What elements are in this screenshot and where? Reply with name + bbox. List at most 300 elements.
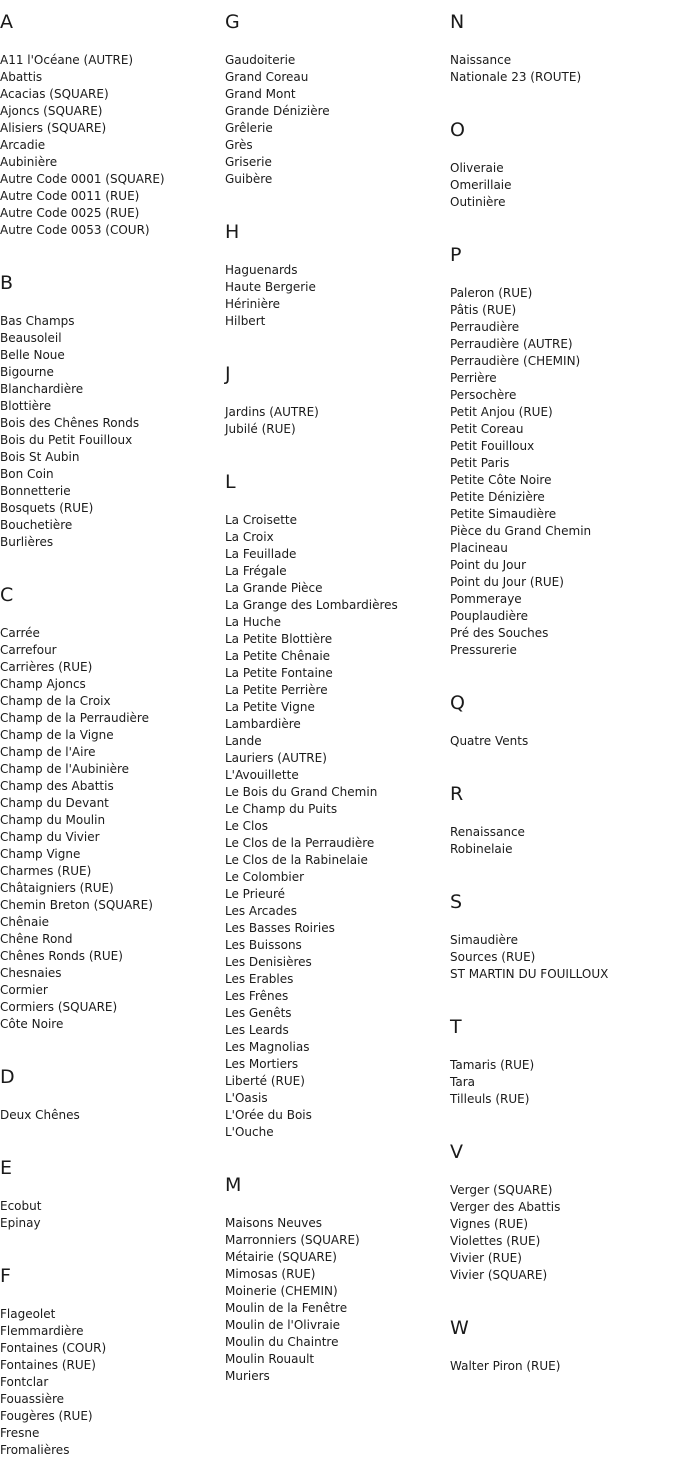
letter-heading: P (450, 244, 462, 266)
street-list-item (450, 608, 675, 625)
street-link[interactable]: Grand Coreau (225, 70, 309, 84)
street-list-item (0, 381, 225, 398)
street-list-item (225, 563, 450, 580)
street-list-item (450, 540, 675, 557)
street-list-item (225, 1073, 450, 1090)
street-list-item (450, 966, 675, 983)
street-link[interactable]: Fromalières (0, 1443, 70, 1457)
street-link[interactable]: Chesnaies (0, 966, 62, 980)
street-list (0, 1306, 225, 1459)
street-link[interactable]: Champ Ajoncs (0, 677, 86, 691)
group-spacer (450, 211, 675, 233)
street-link[interactable]: Vivier (SQUARE) (450, 1268, 548, 1282)
street-link[interactable]: Walter Piron (RUE) (450, 1359, 561, 1373)
letter-group-f (0, 1265, 225, 1459)
street-link[interactable]: Guibère (225, 172, 273, 186)
street-list-item (225, 171, 450, 188)
street-link[interactable]: Acacias (SQUARE) (0, 87, 109, 101)
street-link[interactable]: Pâtis (RUE) (450, 303, 517, 317)
street-link[interactable]: Grès (225, 138, 253, 152)
street-link[interactable]: Fougères (RUE) (0, 1409, 93, 1423)
street-link[interactable]: Petit Paris (450, 456, 510, 470)
street-link[interactable]: Moulin de la Fenêtre (225, 1301, 348, 1315)
street-link[interactable]: ST MARTIN DU FOUILLOUX (450, 967, 609, 981)
street-list-item (450, 177, 675, 194)
street-link[interactable]: Cormiers (SQUARE) (0, 1000, 118, 1014)
street-link[interactable]: Simaudière (450, 933, 518, 947)
street-link[interactable]: Champ de l'Aire (0, 745, 96, 759)
street-link[interactable]: Fouassière (0, 1392, 65, 1406)
street-list-item (0, 415, 225, 432)
letter-heading: H (225, 221, 240, 243)
street-link[interactable]: Blottière (0, 399, 52, 413)
street-link[interactable]: La Petite Chênaie (225, 649, 331, 663)
street-link[interactable]: Epinay (0, 1216, 41, 1230)
letter-group-b (0, 272, 225, 573)
street-list-item (225, 988, 450, 1005)
street-list-item (225, 1022, 450, 1039)
street-link[interactable]: Moulin de l'Olivraie (225, 1318, 341, 1332)
street-list-item (225, 1249, 450, 1266)
street-list-item (225, 1351, 450, 1368)
street-list-item (225, 1215, 450, 1232)
street-link[interactable]: Tamaris (RUE) (450, 1058, 535, 1072)
street-link[interactable]: L'Ouche (225, 1125, 274, 1139)
street-list-item (225, 86, 450, 103)
street-link[interactable]: Fresne (0, 1426, 40, 1440)
street-link[interactable]: Pressurerie (450, 643, 517, 657)
street-list-item (0, 69, 225, 86)
group-spacer (450, 1284, 675, 1306)
street-list-item (225, 665, 450, 682)
street-link[interactable]: Chênaie (0, 915, 50, 929)
street-link[interactable]: L'Avouillette (225, 768, 299, 782)
street-link[interactable]: Placineau (450, 541, 508, 555)
street-list-item (450, 455, 675, 472)
street-link[interactable]: Haute Bergerie (225, 280, 316, 294)
street-link[interactable]: Tara (450, 1075, 475, 1089)
street-link[interactable]: Autre Code 0025 (RUE) (0, 206, 140, 220)
letter-heading: B (0, 272, 14, 294)
street-list-item (0, 1306, 225, 1323)
street-link[interactable]: La Croix (225, 530, 274, 544)
group-spacer (225, 188, 450, 210)
street-link[interactable]: Les Leards (225, 1023, 289, 1037)
street-list-item (0, 347, 225, 364)
street-link[interactable]: Blanchardière (0, 382, 84, 396)
street-link[interactable]: Quatre Vents (450, 734, 529, 748)
letter-heading: O (450, 119, 465, 141)
street-link[interactable]: L'Orée du Bois (225, 1108, 312, 1122)
street-link[interactable]: Les Basses Roiries (225, 921, 335, 935)
street-list-item (450, 642, 675, 659)
letter-group-c (0, 584, 225, 1055)
street-link[interactable]: Petite Côte Noire (450, 473, 552, 487)
street-list-item (450, 841, 675, 858)
street-list-item (0, 188, 225, 205)
group-spacer (0, 239, 225, 261)
street-list-item (450, 285, 675, 302)
street-list-item (225, 1124, 450, 1141)
street-list-item (0, 1107, 225, 1124)
street-list-item (0, 914, 225, 931)
street-link[interactable]: Flageolet (0, 1307, 56, 1321)
street-link[interactable]: Pièce du Grand Chemin (450, 524, 592, 538)
street-link[interactable]: Les Denisières (225, 955, 312, 969)
street-link[interactable]: Vivier (RUE) (450, 1251, 522, 1265)
group-spacer (450, 659, 675, 681)
street-link[interactable]: Les Buissons (225, 938, 302, 952)
street-link[interactable]: Chênes Ronds (RUE) (0, 949, 123, 963)
street-link[interactable]: Pré des Souches (450, 626, 549, 640)
street-link[interactable]: Bois du Petit Fouilloux (0, 433, 133, 447)
street-link[interactable]: Le Prieuré (225, 887, 286, 901)
letter-heading: N (450, 11, 465, 33)
street-list-item (0, 880, 225, 897)
street-link[interactable]: Alisiers (SQUARE) (0, 121, 107, 135)
street-link[interactable]: Champ Vigne (0, 847, 81, 861)
letter-group-l (225, 471, 450, 1163)
street-list-item (450, 489, 675, 506)
street-list-item (0, 205, 225, 222)
street-link[interactable]: Champ du Devant (0, 796, 109, 810)
street-link[interactable]: Bonnetterie (0, 484, 71, 498)
street-list-item (450, 421, 675, 438)
street-link[interactable]: Petite Dénizière (450, 490, 545, 504)
street-link[interactable]: Bois des Chênes Ronds (0, 416, 140, 430)
street-link[interactable]: Champ de l'Aubinière (0, 762, 130, 776)
street-link[interactable]: Violettes (RUE) (450, 1234, 541, 1248)
street-link[interactable]: Robinelaie (450, 842, 513, 856)
street-list-item (0, 534, 225, 551)
street-index-column (450, 0, 675, 1375)
street-list-item (0, 863, 225, 880)
street-list-item (450, 824, 675, 841)
street-list-item (0, 364, 225, 381)
street-list (225, 262, 450, 330)
street-link[interactable]: La Petite Blottière (225, 632, 333, 646)
street-list-item (450, 194, 675, 211)
street-link[interactable]: Autre Code 0011 (RUE) (0, 189, 140, 203)
street-link[interactable]: La Petite Vigne (225, 700, 315, 714)
street-link[interactable]: Griserie (225, 155, 272, 169)
street-link[interactable]: Ajoncs (SQUARE) (0, 104, 103, 118)
street-link[interactable]: Le Clos de la Perraudière (225, 836, 375, 850)
street-link[interactable]: Bouchetière (0, 518, 73, 532)
street-link[interactable]: Bigourne (0, 365, 54, 379)
street-list-item (0, 829, 225, 846)
street-link[interactable]: Marronniers (SQUARE) (225, 1233, 360, 1247)
street-list-item (225, 869, 450, 886)
street-link[interactable]: Vignes (RUE) (450, 1217, 529, 1231)
street-list-item (225, 716, 450, 733)
street-link[interactable]: Fontclar (0, 1375, 49, 1389)
street-list-item (225, 1090, 450, 1107)
street-link[interactable]: Le Clos (225, 819, 268, 833)
street-list-item (0, 52, 225, 69)
street-list-item (0, 999, 225, 1016)
street-list (450, 932, 675, 983)
street-link[interactable]: Perraudière (AUTRE) (450, 337, 573, 351)
street-list-item (0, 948, 225, 965)
street-list-item (225, 154, 450, 171)
street-link[interactable]: Perrière (450, 371, 497, 385)
street-link[interactable]: Hérinière (225, 297, 281, 311)
street-link[interactable]: A11 l'Océane (AUTRE) (0, 53, 134, 67)
street-list-item (225, 512, 450, 529)
street-link[interactable]: Jubilé (RUE) (225, 422, 296, 436)
street-link[interactable]: Beausoleil (0, 331, 62, 345)
street-list-item (450, 625, 675, 642)
street-list-item (225, 750, 450, 767)
street-list-item (225, 262, 450, 279)
street-list-item (225, 296, 450, 313)
street-link[interactable]: Persochère (450, 388, 517, 402)
street-list (225, 512, 450, 1141)
street-list-item (225, 103, 450, 120)
street-link[interactable]: Liberté (RUE) (225, 1074, 305, 1088)
street-list-item (450, 1267, 675, 1284)
street-link[interactable]: Naissance (450, 53, 512, 67)
street-link[interactable]: Paleron (RUE) (450, 286, 533, 300)
street-link[interactable]: Les Magnolias (225, 1040, 310, 1054)
street-link[interactable]: Perraudière (450, 320, 520, 334)
street-list-item (0, 1340, 225, 1357)
street-link[interactable]: Carrefour (0, 643, 57, 657)
street-link[interactable]: Petit Anjou (RUE) (450, 405, 553, 419)
street-list-item (450, 1233, 675, 1250)
street-list-item (0, 86, 225, 103)
street-link[interactable]: Gaudoiterie (225, 53, 296, 67)
street-link[interactable]: Cormier (0, 983, 48, 997)
street-list-item (450, 160, 675, 177)
street-link[interactable]: Verger (SQUARE) (450, 1183, 553, 1197)
letter-heading: M (225, 1174, 242, 1196)
street-list-item (225, 648, 450, 665)
street-link[interactable]: Bois St Aubin (0, 450, 80, 464)
street-link[interactable]: Chêne Rond (0, 932, 73, 946)
street-link[interactable]: Jardins (AUTRE) (225, 405, 319, 419)
letter-group-d (0, 1066, 225, 1146)
street-link[interactable]: Belle Noue (0, 348, 65, 362)
street-list-item (225, 1107, 450, 1124)
street-link[interactable]: Charmes (RUE) (0, 864, 92, 878)
street-link[interactable]: La Huche (225, 615, 282, 629)
street-list-item (0, 812, 225, 829)
street-link[interactable]: La Grande Pièce (225, 581, 323, 595)
street-link[interactable]: Tilleuls (RUE) (450, 1092, 530, 1106)
letter-group-n (450, 11, 675, 108)
street-list-item (0, 744, 225, 761)
street-link[interactable]: Nationale 23 (ROUTE) (450, 70, 582, 84)
street-list-item (0, 1016, 225, 1033)
street-link[interactable]: Moinerie (CHEMIN) (225, 1284, 338, 1298)
street-link[interactable]: Pouplaudière (450, 609, 529, 623)
street-link[interactable]: Petit Coreau (450, 422, 524, 436)
street-link[interactable]: Carrée (0, 626, 40, 640)
street-list-item (0, 137, 225, 154)
street-list-item (225, 313, 450, 330)
street-list-item (450, 1250, 675, 1267)
street-link[interactable]: Grand Mont (225, 87, 296, 101)
street-link[interactable]: Deux Chênes (0, 1108, 80, 1122)
street-link[interactable]: Côte Noire (0, 1017, 64, 1031)
street-link[interactable]: Hilbert (225, 314, 266, 328)
street-list-item (225, 69, 450, 86)
street-list (450, 733, 675, 750)
street-link[interactable]: Haguenards (225, 263, 298, 277)
street-list (450, 285, 675, 659)
street-list-item (0, 897, 225, 914)
street-link[interactable]: Bas Champs (0, 314, 75, 328)
letter-group-o (450, 119, 675, 233)
street-list-item (225, 852, 450, 869)
street-link[interactable]: Fontaines (COUR) (0, 1341, 107, 1355)
street-list (450, 52, 675, 86)
street-list-item (0, 432, 225, 449)
street-link[interactable]: Fontaines (RUE) (0, 1358, 96, 1372)
letter-heading: F (0, 1265, 11, 1287)
street-link[interactable]: La Petite Perrière (225, 683, 328, 697)
street-link[interactable]: Burlières (0, 535, 54, 549)
street-list-item (225, 767, 450, 784)
street-list-item (450, 336, 675, 353)
street-list-item (450, 319, 675, 336)
street-link[interactable]: Le Clos de la Rabinelaie (225, 853, 368, 867)
street-list (0, 1198, 225, 1232)
street-list-item (450, 523, 675, 540)
street-link[interactable]: Sources (RUE) (450, 950, 536, 964)
street-link[interactable]: Bon Coin (0, 467, 54, 481)
street-list-item (0, 171, 225, 188)
street-list-item (450, 302, 675, 319)
street-link[interactable]: Bosquets (RUE) (0, 501, 94, 515)
street-link[interactable]: Champ du Moulin (0, 813, 106, 827)
street-link[interactable]: Lauriers (AUTRE) (225, 751, 327, 765)
street-link[interactable]: Chemin Breton (SQUARE) (0, 898, 153, 912)
street-link[interactable]: Métairie (SQUARE) (225, 1250, 337, 1264)
letter-heading: G (225, 11, 240, 33)
street-list-item (0, 1357, 225, 1374)
street-link[interactable]: L'Oasis (225, 1091, 268, 1105)
street-list-item (0, 330, 225, 347)
street-link[interactable]: Lande (225, 734, 262, 748)
street-link[interactable]: Champ des Abattis (0, 779, 114, 793)
street-list-item (450, 438, 675, 455)
street-list-item (0, 103, 225, 120)
street-link[interactable]: Champ du Vivier (0, 830, 100, 844)
street-link[interactable]: Perraudière (CHEMIN) (450, 354, 581, 368)
street-list-item (225, 52, 450, 69)
street-link[interactable]: Renaissance (450, 825, 525, 839)
street-link[interactable]: Pommeraye (450, 592, 522, 606)
street-link[interactable]: Oliveraie (450, 161, 504, 175)
street-link[interactable]: Grande Dénizière (225, 104, 330, 118)
street-link[interactable]: Les Mortiers (225, 1057, 299, 1071)
street-link[interactable]: Petit Fouilloux (450, 439, 535, 453)
street-link[interactable]: Châtaigniers (RUE) (0, 881, 114, 895)
street-link[interactable]: La Frégale (225, 564, 287, 578)
street-link[interactable]: Flemmardière (0, 1324, 84, 1338)
street-link[interactable]: Carrières (RUE) (0, 660, 93, 674)
street-link[interactable]: La Grange des Lombardières (225, 598, 398, 612)
letter-heading: R (450, 783, 464, 805)
street-link[interactable]: Le Colombier (225, 870, 305, 884)
street-link[interactable]: Champ de la Croix (0, 694, 111, 708)
street-link[interactable]: Moulin Rouault (225, 1352, 315, 1366)
street-list-item (450, 949, 675, 966)
street-link[interactable]: Les Arcades (225, 904, 298, 918)
street-list-item (225, 597, 450, 614)
street-list-item (0, 1374, 225, 1391)
street-link[interactable]: La Petite Fontaine (225, 666, 333, 680)
street-list-item (0, 931, 225, 948)
street-list-item (225, 137, 450, 154)
street-list (450, 160, 675, 211)
street-link[interactable]: Outinière (450, 195, 506, 209)
street-list-item (450, 1358, 675, 1375)
street-list-item (225, 1266, 450, 1283)
street-list-item (450, 1199, 675, 1216)
street-link[interactable]: Point du Jour (RUE) (450, 575, 564, 589)
street-list-item (450, 591, 675, 608)
street-link[interactable]: Le Champ du Puits (225, 802, 338, 816)
street-link[interactable]: Arcadie (0, 138, 46, 152)
street-list (225, 1215, 450, 1385)
street-list-item (0, 846, 225, 863)
street-link[interactable]: Autre Code 0053 (COUR) (0, 223, 150, 237)
street-link[interactable]: Maisons Neuves (225, 1216, 323, 1230)
street-link[interactable]: Moulin du Chaintre (225, 1335, 339, 1349)
street-list-item (0, 120, 225, 137)
street-link[interactable]: Mimosas (RUE) (225, 1267, 316, 1281)
street-link[interactable]: Abattis (0, 70, 43, 84)
group-spacer (450, 1108, 675, 1130)
street-list (225, 52, 450, 188)
street-link[interactable]: Champ de la Vigne (0, 728, 114, 742)
street-list-item (225, 120, 450, 137)
street-link[interactable]: La Feuillade (225, 547, 297, 561)
letter-group-w (450, 1317, 675, 1375)
group-spacer (450, 750, 675, 772)
street-list-item (0, 761, 225, 778)
street-list-item (0, 676, 225, 693)
street-link[interactable]: Les Genêts (225, 1006, 292, 1020)
street-link[interactable]: Les Frênes (225, 989, 289, 1003)
street-link[interactable]: La Croisette (225, 513, 298, 527)
street-link[interactable]: Champ de la Perraudière (0, 711, 149, 725)
street-list-item (0, 500, 225, 517)
street-link[interactable]: Le Bois du Grand Chemin (225, 785, 378, 799)
street-link[interactable]: Petite Simaudière (450, 507, 557, 521)
group-spacer (450, 86, 675, 108)
street-link[interactable]: Verger des Abattis (450, 1200, 561, 1214)
street-list (450, 1182, 675, 1284)
street-link[interactable]: Lambardière (225, 717, 301, 731)
letter-group-a (0, 11, 225, 261)
street-index-column (0, 0, 225, 1459)
street-link[interactable]: Les Erables (225, 972, 294, 986)
street-link[interactable]: Grêlerie (225, 121, 273, 135)
street-link[interactable]: Aubinière (0, 155, 58, 169)
street-link[interactable]: Autre Code 0001 (SQUARE) (0, 172, 165, 186)
street-link[interactable]: Muriers (225, 1369, 270, 1383)
letter-group-h (225, 221, 450, 352)
street-link[interactable]: Ecobut (0, 1199, 42, 1213)
street-link[interactable]: Omerillaie (450, 178, 512, 192)
group-spacer (0, 1232, 225, 1254)
street-link[interactable]: Point du Jour (450, 558, 527, 572)
